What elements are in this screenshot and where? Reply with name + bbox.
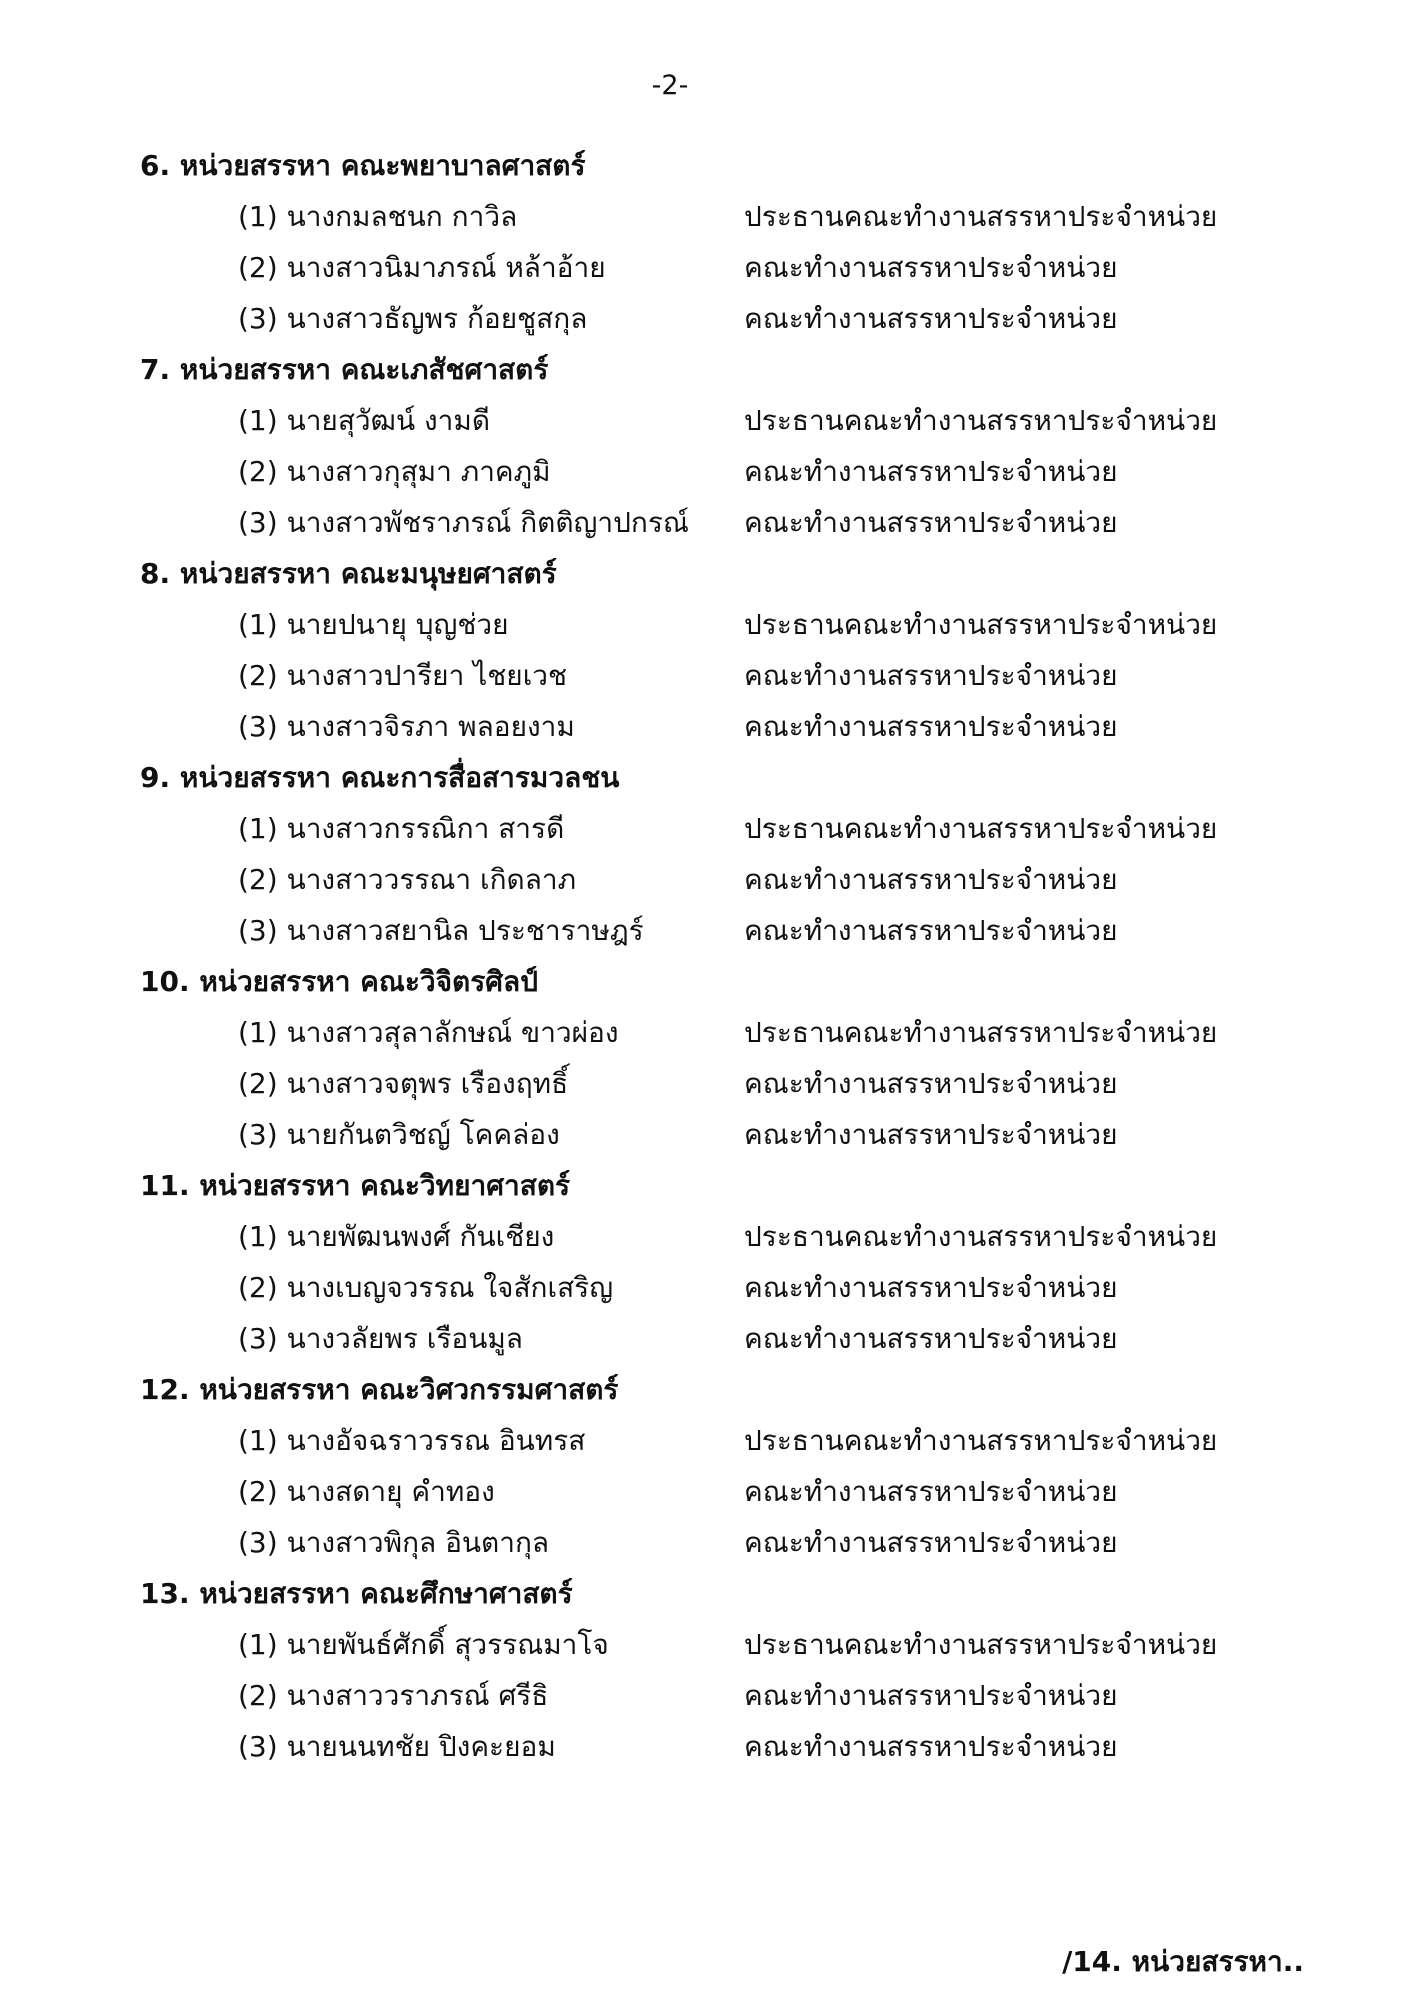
member-name: (1) นายพัฒนพงศ์ กันเชียง [238,1220,555,1253]
section-heading: 11. หน่วยสรรหา คณะวิทยาศาสตร์ [140,1169,571,1202]
member-name: (1) นายปนายุ บุญช่วย [238,608,509,641]
member-row [140,1415,1320,1466]
member-role: คณะทำงานสรรหาประจำหน่วย [744,302,1118,335]
section-13 [140,1568,1320,1772]
member-name: (3) นางสาวพัชราภรณ์ กิตติญาปกรณ์ [238,506,689,539]
member-name: (1) นางสาวสุลาลักษณ์ ขาวผ่อง [238,1016,619,1049]
member-role: ประธานคณะทำงานสรรหาประจำหน่วย [744,1628,1218,1661]
member-name: (2) นางสาวปารียา ไชยเวช [238,659,567,692]
member-row [140,854,1320,905]
member-role: คณะทำงานสรรหาประจำหน่วย [744,1271,1118,1304]
member-name: (1) นางอัจฉราวรรณ อินทรส [238,1424,586,1457]
member-row [140,293,1320,344]
section-6 [140,140,1320,344]
section-heading: 6. หน่วยสรรหา คณะพยาบาลศาสตร์ [140,149,586,182]
member-role: คณะทำงานสรรหาประจำหน่วย [744,1118,1118,1151]
member-row [140,191,1320,242]
member-name: (2) นางสดายุ คำทอง [238,1475,495,1508]
member-role: ประธานคณะทำงานสรรหาประจำหน่วย [744,608,1218,641]
member-role: คณะทำงานสรรหาประจำหน่วย [744,710,1118,743]
member-name: (2) นางสาววราภรณ์ ศรีธิ [238,1679,549,1712]
member-role: ประธานคณะทำงานสรรหาประจำหน่วย [744,404,1218,437]
member-role: ประธานคณะทำงานสรรหาประจำหน่วย [744,1220,1218,1253]
document-body [140,140,1320,1772]
member-name: (3) นางสาวสยานิล ประชาราษฎร์ [238,914,644,947]
section-9 [140,752,1320,956]
member-role: คณะทำงานสรรหาประจำหน่วย [744,659,1118,692]
section-heading: 7. หน่วยสรรหา คณะเภสัชศาสตร์ [140,353,549,386]
member-name: (1) นางกมลชนก กาวิล [238,200,518,233]
member-row [140,650,1320,701]
section-10 [140,956,1320,1160]
member-name: (3) นายกันตวิชญ์ โคคล่อง [238,1118,560,1151]
member-role: คณะทำงานสรรหาประจำหน่วย [744,914,1118,947]
member-role: ประธานคณะทำงานสรรหาประจำหน่วย [744,200,1218,233]
member-name: (3) นางสาวธัญพร ก้อยชูสกุล [238,302,588,335]
section-7 [140,344,1320,548]
member-name: (2) นางเบญจวรรณ ใจสักเสริญ [238,1271,614,1304]
member-role: ประธานคณะทำงานสรรหาประจำหน่วย [744,812,1218,845]
member-name: (3) นายนนทชัย ปิงคะยอม [238,1730,556,1763]
member-role: คณะทำงานสรรหาประจำหน่วย [744,1526,1118,1559]
member-row [140,599,1320,650]
section-heading: 8. หน่วยสรรหา คณะมนุษยศาสตร์ [140,557,557,590]
member-name: (3) นางสาวพิกุล อินตากุล [238,1526,550,1559]
member-name: (2) นางสาวจตุพร เรืองฤทธิ์ [238,1067,569,1100]
member-row [140,1517,1320,1568]
member-row [140,1721,1320,1772]
member-name: (2) นางสาวกุสุมา ภาคภูมิ [238,455,551,488]
member-role: คณะทำงานสรรหาประจำหน่วย [744,1679,1118,1712]
member-row [140,1007,1320,1058]
section-12 [140,1364,1320,1568]
member-name: (1) นางสาวกรรณิกา สารดี [238,812,565,845]
member-role: ประธานคณะทำงานสรรหาประจำหน่วย [744,1016,1218,1049]
member-role: คณะทำงานสรรหาประจำหน่วย [744,863,1118,896]
section-heading: 12. หน่วยสรรหา คณะวิศวกรรมศาสตร์ [140,1373,619,1406]
member-row [140,701,1320,752]
member-row [140,242,1320,293]
section-heading: 10. หน่วยสรรหา คณะวิจิตรศิลป์ [140,965,538,998]
member-role: คณะทำงานสรรหาประจำหน่วย [744,251,1118,284]
member-name: (3) นางสาวจิรภา พลอยงาม [238,710,575,743]
page-number: -2- [651,70,689,101]
member-name: (1) นายสุวัฒน์ งามดี [238,404,491,437]
member-row [140,1619,1320,1670]
member-row [140,395,1320,446]
member-role: คณะทำงานสรรหาประจำหน่วย [744,506,1118,539]
section-11 [140,1160,1320,1364]
section-8 [140,548,1320,752]
member-row [140,905,1320,956]
member-row [140,1670,1320,1721]
member-role: คณะทำงานสรรหาประจำหน่วย [744,1475,1118,1508]
member-row [140,1109,1320,1160]
member-row [140,446,1320,497]
member-role: คณะทำงานสรรหาประจำหน่วย [744,1730,1118,1763]
member-row [140,1466,1320,1517]
member-name: (1) นายพันธ์ศักดิ์ สุวรรณมาโจ [238,1628,609,1661]
member-role: คณะทำงานสรรหาประจำหน่วย [744,1067,1118,1100]
member-name: (3) นางวลัยพร เรือนมูล [238,1322,523,1355]
section-heading: 9. หน่วยสรรหา คณะการสื่อสารมวลชน [140,761,620,794]
member-name: (2) นางสาวนิมาภรณ์ หล้าอ้าย [238,251,606,284]
member-row [140,803,1320,854]
member-row [140,497,1320,548]
member-name: (2) นางสาววรรณา เกิดลาภ [238,863,577,896]
member-role: คณะทำงานสรรหาประจำหน่วย [744,455,1118,488]
member-role: ประธานคณะทำงานสรรหาประจำหน่วย [744,1424,1218,1457]
section-heading: 13. หน่วยสรรหา คณะศึกษาศาสตร์ [140,1577,573,1610]
continuation-note: /14. หน่วยสรรหา.. [1062,1945,1304,1978]
member-role: คณะทำงานสรรหาประจำหน่วย [744,1322,1118,1355]
member-row [140,1211,1320,1262]
member-row [140,1313,1320,1364]
member-row [140,1262,1320,1313]
member-row [140,1058,1320,1109]
